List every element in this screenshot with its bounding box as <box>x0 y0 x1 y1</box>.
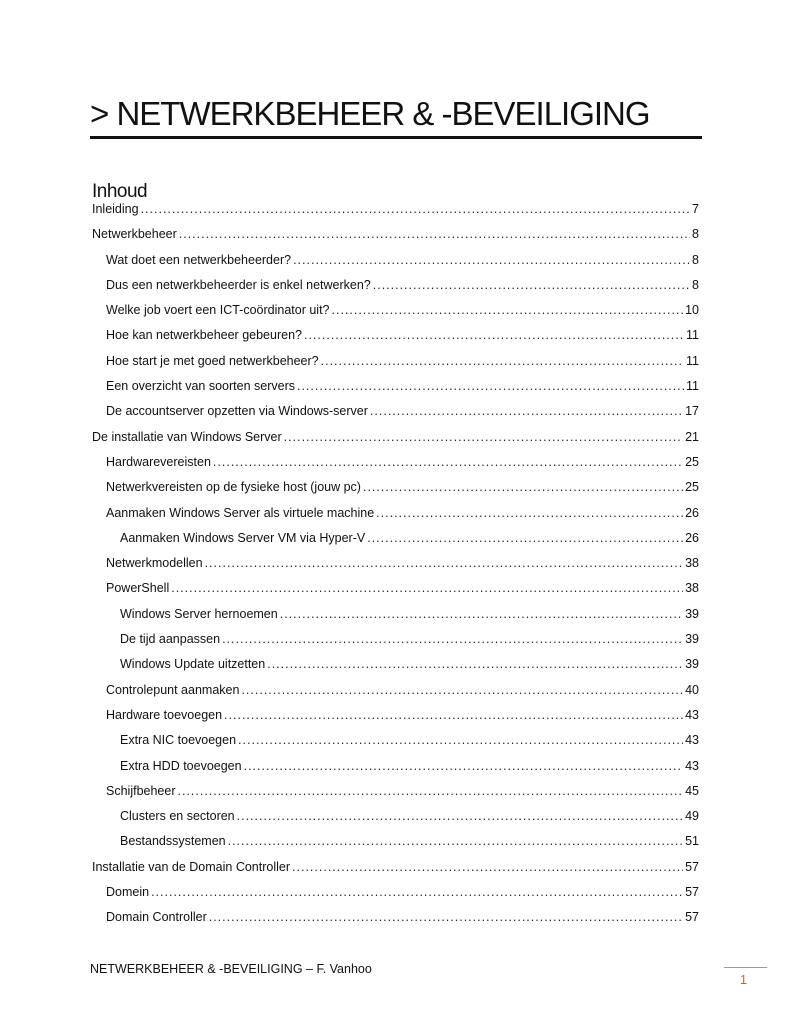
toc-dot-leader <box>376 506 683 520</box>
toc-dot-leader <box>292 860 683 874</box>
toc-dot-leader <box>171 581 683 595</box>
toc-entry-label: Windows Server hernoemen <box>120 606 278 621</box>
toc-entry[interactable] <box>92 455 699 480</box>
toc-dot-leader <box>332 303 684 317</box>
toc-entry[interactable] <box>92 708 699 733</box>
toc-entry-label: Domain Controller <box>106 910 207 925</box>
toc-entry-page: 11 <box>686 353 699 368</box>
toc-heading: Inhoud <box>92 181 148 202</box>
toc-entry-page: 43 <box>685 733 699 748</box>
toc-entry[interactable] <box>92 885 699 910</box>
document-title: > NETWERKBEHEER & -BEVEILIGING <box>90 95 650 132</box>
toc-entry[interactable] <box>92 657 699 682</box>
toc-entry-page: 43 <box>685 707 699 722</box>
toc-entry[interactable] <box>92 607 699 632</box>
toc-entry[interactable] <box>92 278 699 303</box>
toc-entry[interactable] <box>92 354 699 379</box>
toc-entry-page: 25 <box>685 454 699 469</box>
toc-entry-label: Bestandssystemen <box>120 834 226 849</box>
toc-entry-page: 39 <box>685 632 699 647</box>
toc-entry-page: 10 <box>685 303 699 318</box>
toc-entry-label: De installatie van Windows Server <box>92 429 282 444</box>
toc-dot-leader <box>237 809 683 823</box>
toc-entry-label: Windows Update uitzetten <box>120 657 266 672</box>
toc-dot-leader <box>179 227 690 241</box>
toc-entry[interactable] <box>92 784 699 809</box>
toc-entry-page: 26 <box>685 530 699 545</box>
toc-dot-leader <box>363 480 683 494</box>
toc-dot-leader <box>297 379 684 393</box>
toc-entry-page: 8 <box>692 227 699 242</box>
toc-entry-label: Hoe kan netwerkbeheer gebeuren? <box>106 328 302 343</box>
toc-entry-page: 43 <box>685 758 699 773</box>
toc-dot-leader <box>213 455 683 469</box>
toc-entry-page: 8 <box>692 252 699 267</box>
toc-entry-label: Netwerkmodellen <box>106 556 203 571</box>
toc-entry-label: Installatie van de Domain Controller <box>92 859 291 874</box>
toc-entry-label: De tijd aanpassen <box>120 632 221 647</box>
table-of-contents <box>92 202 699 936</box>
toc-entry-page: 8 <box>692 277 699 292</box>
toc-entry-label: Controlepunt aanmaken <box>106 682 240 697</box>
toc-entry-label: Wat doet een netwerkbeheerder? <box>106 252 292 267</box>
toc-entry[interactable] <box>92 227 699 252</box>
toc-entry-label: Netwerkbeheer <box>92 227 177 242</box>
toc-dot-leader <box>267 657 683 671</box>
toc-entry-label: Domein <box>106 885 150 900</box>
toc-dot-leader <box>228 834 683 848</box>
toc-entry-label: Een overzicht van soorten servers <box>106 379 295 394</box>
toc-dot-leader <box>304 328 684 342</box>
toc-entry[interactable] <box>92 860 699 885</box>
toc-entry-page: 39 <box>685 657 699 672</box>
toc-entry[interactable] <box>92 253 699 278</box>
toc-entry[interactable] <box>92 683 699 708</box>
toc-dot-leader <box>280 607 683 621</box>
footer-text: NETWERKBEHEER & -BEVEILIGING – F. Vanhoo <box>90 962 372 976</box>
toc-dot-leader <box>178 784 684 798</box>
toc-entry-page: 38 <box>685 581 699 596</box>
toc-entry-page: 38 <box>685 556 699 571</box>
toc-entry-page: 57 <box>685 910 699 925</box>
toc-entry-label: Clusters en sectoren <box>120 809 235 824</box>
toc-dot-leader <box>151 885 683 899</box>
toc-entry-label: De accountserver opzetten via Windows-server <box>106 404 368 419</box>
toc-entry-label: PowerShell <box>106 581 170 596</box>
toc-entry-label: Hardwarevereisten <box>106 454 211 469</box>
toc-entry-page: 39 <box>685 606 699 621</box>
toc-entry[interactable] <box>92 202 699 227</box>
toc-dot-leader <box>205 556 684 570</box>
toc-entry[interactable] <box>92 379 699 404</box>
toc-entry-page: 40 <box>685 682 699 697</box>
toc-entry-label: Extra NIC toevoegen <box>120 733 237 748</box>
toc-entry-label: Aanmaken Windows Server VM via Hyper-V <box>120 530 366 545</box>
toc-entry-page: 57 <box>685 859 699 874</box>
toc-entry[interactable] <box>92 809 699 834</box>
toc-entry[interactable] <box>92 910 699 935</box>
toc-dot-leader <box>209 910 683 924</box>
toc-entry-page: 57 <box>685 885 699 900</box>
toc-entry[interactable] <box>92 506 699 531</box>
toc-dot-leader <box>293 253 690 267</box>
footer-divider <box>724 967 767 968</box>
toc-entry[interactable] <box>92 404 699 429</box>
toc-entry-page: 11 <box>686 328 699 343</box>
toc-entry[interactable] <box>92 759 699 784</box>
toc-entry[interactable] <box>92 328 699 353</box>
toc-entry[interactable] <box>92 834 699 859</box>
toc-entry-page: 45 <box>685 783 699 798</box>
toc-dot-leader <box>284 430 683 444</box>
toc-entry-page: 25 <box>685 480 699 495</box>
toc-entry[interactable] <box>92 556 699 581</box>
toc-entry[interactable] <box>92 733 699 758</box>
toc-entry-label: Netwerkvereisten op de fysieke host (jouw pc) <box>106 480 361 495</box>
toc-dot-leader <box>241 683 683 697</box>
toc-entry[interactable] <box>92 430 699 455</box>
title-underline <box>90 136 702 139</box>
toc-entry-label: Inleiding <box>92 202 139 216</box>
toc-dot-leader <box>321 354 684 368</box>
toc-entry-label: Hardware toevoegen <box>106 707 223 722</box>
toc-entry-label: Dus een netwerkbeheerder is enkel netwerken? <box>106 277 371 292</box>
toc-entry[interactable] <box>92 531 699 556</box>
toc-entry-label: Aanmaken Windows Server als virtuele machine <box>106 505 375 520</box>
toc-dot-leader <box>370 404 683 418</box>
toc-entry[interactable] <box>92 632 699 657</box>
toc-entry-page: 21 <box>685 429 699 444</box>
toc-entry-page: 49 <box>685 809 699 824</box>
toc-entry[interactable] <box>92 581 699 606</box>
toc-entry-label: Welke job voert een ICT-coördinator uit? <box>106 303 330 318</box>
toc-dot-leader <box>367 531 683 545</box>
toc-entry-page: 17 <box>685 404 699 419</box>
toc-entry-label: Extra HDD toevoegen <box>120 758 242 773</box>
toc-dot-leader <box>373 278 690 292</box>
toc-dot-leader <box>224 708 683 722</box>
toc-entry-label: Schijfbeheer <box>106 783 176 798</box>
toc-dot-leader <box>222 632 683 646</box>
toc-entry-page: 7 <box>692 202 699 216</box>
toc-entry[interactable] <box>92 480 699 505</box>
toc-entry[interactable] <box>92 303 699 328</box>
toc-dot-leader <box>141 202 690 216</box>
toc-entry-label: Hoe start je met goed netwerkbeheer? <box>106 353 319 368</box>
toc-entry-page: 11 <box>686 379 699 394</box>
toc-dot-leader <box>238 733 683 747</box>
toc-entry-page: 51 <box>685 834 699 849</box>
toc-dot-leader <box>244 759 684 773</box>
page-number: 1 <box>740 973 747 987</box>
toc-entry-page: 26 <box>685 505 699 520</box>
